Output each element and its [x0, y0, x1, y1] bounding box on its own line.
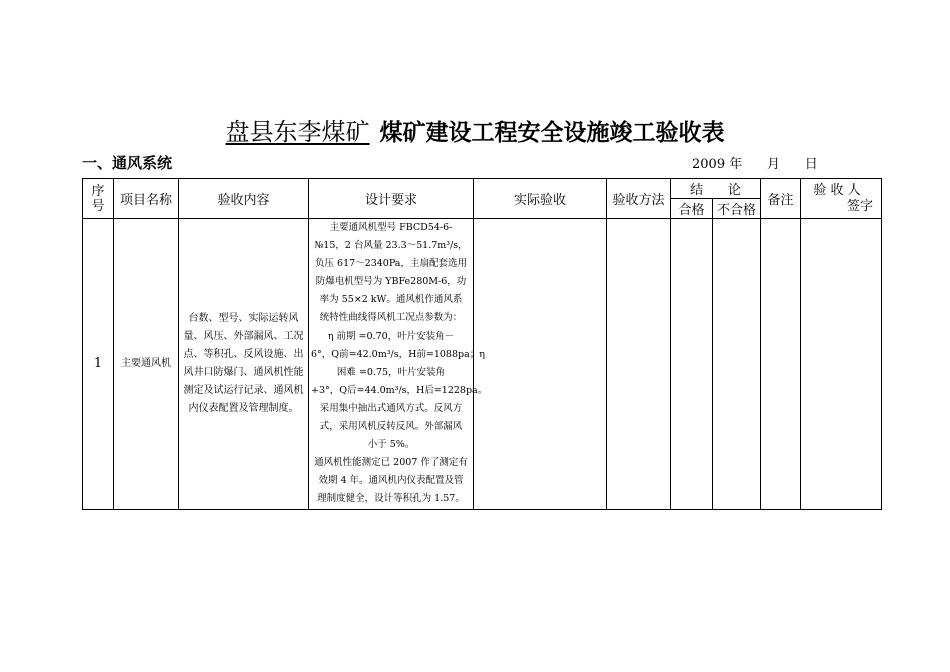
- row-fail[interactable]: [713, 219, 761, 510]
- row-pass[interactable]: [671, 219, 713, 510]
- section-heading: 一、通风系统: [82, 154, 173, 172]
- header-remark: 备注: [761, 179, 801, 219]
- header-signer: 验 收 人 签字: [801, 179, 882, 219]
- row-actual[interactable]: [474, 219, 607, 510]
- header-pass: 合格: [671, 199, 713, 219]
- header-content: 验收内容: [179, 179, 309, 219]
- row-content: 台数、型号、实际运转风量、风压、外部漏风、工况点、等积孔、反风设施、出风井口防爆门、通风机性能测定及试运行记录、通风机内仪表配置及管理制度。: [179, 219, 309, 510]
- row-item: 主要通风机: [114, 219, 179, 510]
- row-requirement: 主要通风机型号 FBCD54-6- №15，2 台风量 23.3～51.7m³/s， 负压 617～2340Pa，主扇配套选用 防爆电机型号为 YBFe280M-6，功 率为 55×2 kW。通风机作通风系 统特性曲线得风机工况点参数为： η 前期 =0.70，叶片安装角－ 6°，Q前=42.0m³/s，H前=1088pa；η 困难 =0.75，叶片安装角 +3°，Q后=44.0m³/s，H后=1228pa。 采用集中抽出式通风方式。反风方 式，采用风机反转反风。外部漏风 小于 5%。 通风机性能测定已 2007 作了测定有 效期 4 年。通风机内仪表配置及管 理制度健全，设计等积孔为 1.57。: [309, 219, 474, 510]
- header-requirement: 设计要求: [309, 179, 474, 219]
- header-no: 序 号: [83, 179, 114, 219]
- row-remark[interactable]: [761, 219, 801, 510]
- header-fail: 不合格: [713, 199, 761, 219]
- row-signer[interactable]: [801, 219, 882, 510]
- mine-name: 盘县东李煤矿: [225, 118, 370, 146]
- form-title: [0, 112, 950, 147]
- header-method: 验收方法: [607, 179, 671, 219]
- row-no: 1: [83, 219, 114, 510]
- table-row: [83, 219, 882, 510]
- row-method[interactable]: [607, 219, 671, 510]
- header-actual: 实际验收: [474, 179, 607, 219]
- header-item: 项目名称: [114, 179, 179, 219]
- form-main-title: 煤矿建设工程安全设施竣工验收表: [379, 120, 725, 146]
- table-header-row: [83, 179, 882, 199]
- header-conclusion: 结 论: [671, 179, 761, 199]
- acceptance-table: [82, 178, 882, 510]
- date-line: 2009 年 月 日: [692, 157, 818, 172]
